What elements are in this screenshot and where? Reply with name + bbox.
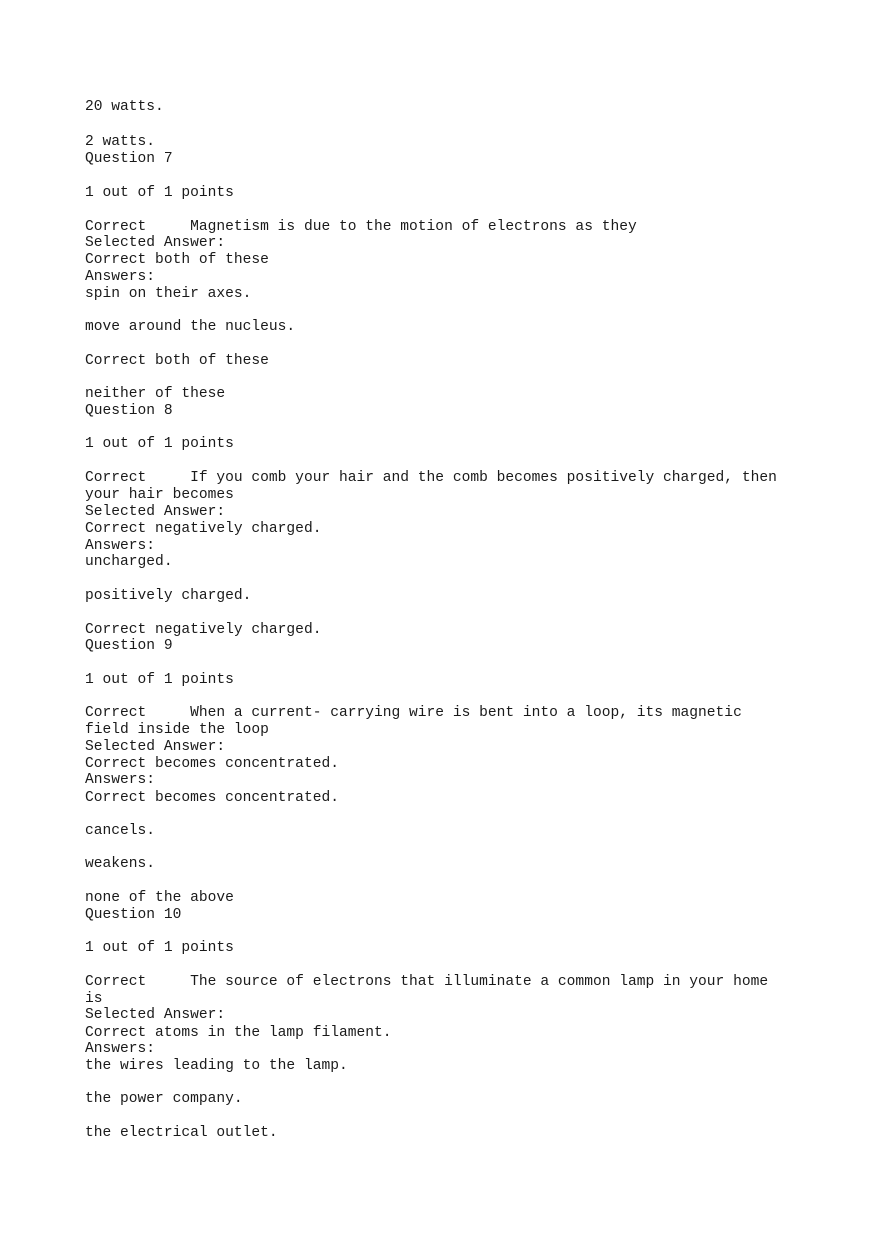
answer-option: positively charged. <box>85 588 252 604</box>
answer-option: the electrical outlet. <box>85 1125 278 1141</box>
selected-answer-label: Selected Answer: <box>85 235 226 251</box>
question-score: 1 out of 1 points <box>85 672 234 688</box>
selected-answer-label: Selected Answer: <box>85 504 226 520</box>
question-score: 1 out of 1 points <box>85 436 234 452</box>
answer-option: neither of these <box>85 386 226 402</box>
question-prompt: Correct Magnetism is due to the motion of electrons as they <box>85 219 637 235</box>
answer-option: Correct becomes concentrated. <box>85 790 339 806</box>
question-score: 1 out of 1 points <box>85 940 234 956</box>
selected-answer: Correct both of these <box>85 252 269 268</box>
question-prompt: Correct The source of electrons that illuminate a common lamp in your home <box>85 974 769 990</box>
question-prompt-continued: your hair becomes <box>85 487 234 503</box>
answer-option: move around the nucleus. <box>85 319 296 335</box>
selected-answer: Correct negatively charged. <box>85 521 322 537</box>
selected-answer: Correct becomes concentrated. <box>85 756 339 772</box>
question-heading: Question 10 <box>85 907 182 923</box>
question-score: 1 out of 1 points <box>85 185 234 201</box>
selected-answer-label: Selected Answer: <box>85 739 226 755</box>
answer-option: 20 watts. <box>85 99 164 115</box>
answer-option: Correct negatively charged. <box>85 622 322 638</box>
question-heading: Question 9 <box>85 638 173 654</box>
answers-label: Answers: <box>85 538 156 554</box>
question-prompt-continued: is <box>85 991 103 1007</box>
selected-answer: Correct atoms in the lamp filament. <box>85 1025 392 1041</box>
answer-option: 2 watts. <box>85 134 156 150</box>
question-prompt-continued: field inside the loop <box>85 722 269 738</box>
answer-option: Correct both of these <box>85 353 269 369</box>
answer-option: cancels. <box>85 823 156 839</box>
answer-option: weakens. <box>85 856 156 872</box>
selected-answer-label: Selected Answer: <box>85 1007 226 1023</box>
question-prompt: Correct When a current- carrying wire is bent into a loop, its magnetic <box>85 705 742 721</box>
answer-option: the wires leading to the lamp. <box>85 1058 348 1074</box>
answers-label: Answers: <box>85 269 156 285</box>
answer-option: none of the above <box>85 890 234 906</box>
question-heading: Question 7 <box>85 151 173 167</box>
answer-option: spin on their axes. <box>85 286 252 302</box>
answers-label: Answers: <box>85 772 156 788</box>
question-prompt: Correct If you comb your hair and the comb becomes positively charged, then <box>85 470 777 486</box>
answer-option: uncharged. <box>85 554 173 570</box>
question-heading: Question 8 <box>85 403 173 419</box>
answer-option: the power company. <box>85 1091 243 1107</box>
answers-label: Answers: <box>85 1041 156 1057</box>
